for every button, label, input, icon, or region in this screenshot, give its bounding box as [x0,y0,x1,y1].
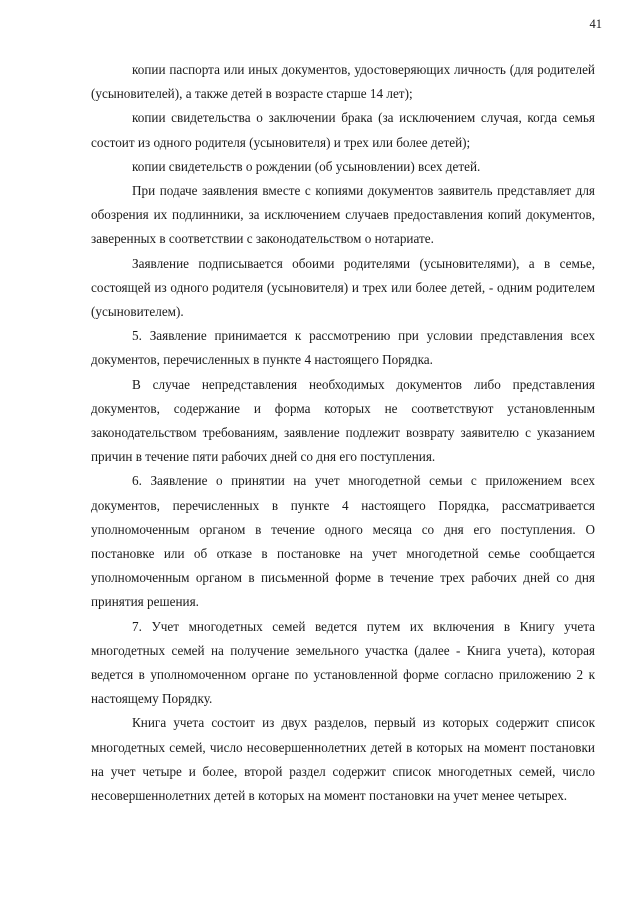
page-number: 41 [589,17,602,31]
paragraph: 5. Заявление принимается к рассмотрению при условии представления всех документов, перечисленных в пункте 4 настоящего Порядка. [91,328,595,368]
paragraph: Книга учета состоит из двух разделов, первый из которых содержит список многодетных семей, число несовершеннолетних детей в которых на момент постановки на учет четыре и более, второй раздел содержит список многодетных семей, число несовершеннолетних детей в которых на момент постановки на учет менее четырех. [91,715,595,804]
paragraph: В случае непредставления необходимых документов либо представления документов, содержание и форма которых не соответствуют установленным законодательством требованиям, заявление подлежит возврату заявителю с указанием причин в течение пяти рабочих дней со дня его поступления. [91,376,595,465]
paragraph: копии свидетельства о заключении брака (за исключением случая, когда семья состоит из одного родителя (усыновителя) и трех или более детей); [91,110,595,150]
paragraph: 7. Учет многодетных семей ведется путем их включения в Книгу учета многодетных семей на получение земельного участка (далее - Книга учета), которая ведется в уполномоченном органе по установленной форме согласно приложению 2 к настоящему Порядку. [91,618,595,707]
paragraph: Заявление подписывается обоими родителями (усыновителями), а в семье, состоящей из одного родителя (усыновителя) и трех или более детей, - одним родителем (усыновителем). [91,255,595,320]
paragraph: При подаче заявления вместе с копиями документов заявитель представляет для обозрения их подлинники, за исключением случаев предоставления копий документов, заверенных в соответствии с законодательством о нотариате. [91,183,595,247]
paragraph: 6. Заявление о принятии на учет многодетной семьи с приложением всех документов, перечисленных в пункте 4 настоящего Порядка, рассматривается уполномоченным органом в течение одного месяца со дня его поступления. О постановке или об отказе в постановке на учет многодетной семье сообщается уполномоченным органом в письменной форме в течение трех рабочих дней со дня принятия решения. [91,473,595,610]
paragraph: копии свидетельств о рождении (об усыновлении) всех детей. [132,158,481,174]
paragraph: копии паспорта или иных документов, удостоверяющих личность (для родителей (усыновителей), а также детей в возрасте старше 14 лет); [91,62,595,102]
document-body [91,58,595,808]
